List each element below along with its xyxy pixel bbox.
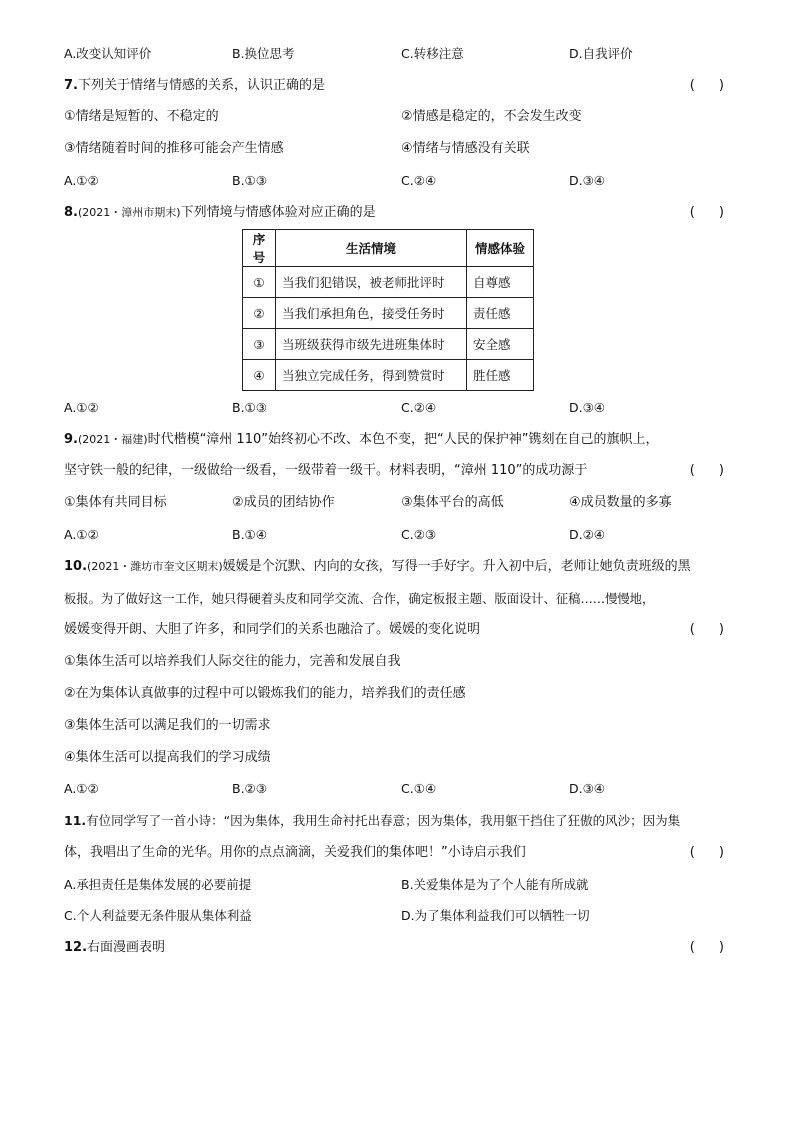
q11-options-row-2 [64,907,740,925]
q10-text-3: 媛媛变得开朗、大胆了许多，和同学们的关系也融洽了。媛媛的变化说明 [64,622,481,637]
q11-option-d: D.为了集体利益我们可以牺牲一切 [401,908,590,923]
q10-text-2: 板报。为了做好这一工作，她只得硬着头皮和同学交流、合作，确定板报主题、版面设计、征稿……慢慢地， [64,592,655,606]
q10-statement-3: ③集体生活可以满足我们的一切需求 [64,718,271,733]
q9-source: (2021・福建) [77,433,148,446]
table-cell-feeling: 安全感 [467,329,534,360]
q9-statement-2: ②成员的团结协作 [232,495,335,510]
q9-line-1 [64,431,740,449]
q10-line-1 [64,558,740,576]
table-header-number: 序号 [243,230,276,267]
q10-line-2 [64,590,740,608]
table-row [243,360,534,391]
table-cell-situation: 当我们犯错误，被老师批评时 [276,267,467,298]
q7-options [64,172,740,190]
q11-option-a: A.承担责任是集体发展的必要前提 [64,877,252,892]
q9-answer-paren: ( ) [689,463,734,478]
q9-line-2 [64,462,740,480]
q7-answer-paren: ( ) [689,78,734,93]
q8-option-c: C.②④ [401,400,437,415]
q6-option-b: B.换位思考 [232,46,295,61]
q7-option-d: D.③④ [569,173,606,188]
q10-statement-row-3 [64,717,740,735]
q10-line-3 [64,621,740,639]
table-row [243,298,534,329]
table-cell-number: ① [243,267,276,298]
q8-answer-paren: ( ) [689,205,734,220]
q6-option-c: C.转移注意 [401,46,464,61]
q7-stem-line [64,77,740,95]
q11-number: 11. [64,813,87,828]
q9-statement-4: ④成员数量的多寡 [569,495,672,510]
q10-answer-paren: ( ) [689,622,734,637]
q8-source: (2021・漳州市期末) [77,206,181,219]
q7-statements-row-1 [64,108,740,126]
q6-option-a: A.改变认知评价 [64,46,152,61]
table-cell-feeling: 胜任感 [467,360,534,391]
q10-option-a: A.①② [64,781,99,796]
q9-statement-1: ①集体有共同目标 [64,495,167,510]
q8-option-b: B.①③ [232,400,267,415]
q10-statement-row-1 [64,653,740,671]
q7-statement-2: ②情感是稳定的，不会发生改变 [401,109,582,124]
table-header-row [243,230,534,267]
emotion-table [242,229,534,391]
q9-option-c: C.②③ [401,527,437,542]
q10-number: 10. [64,559,88,574]
q12-stem-line [64,939,740,957]
q10-options [64,780,740,798]
table-row [243,329,534,360]
q7-statements-row-2 [64,140,740,158]
q10-statement-2: ②在为集体认真做事的过程中可以锻炼我们的能力，培养我们的责任感 [64,686,466,701]
q9-option-d: D.②④ [569,527,606,542]
table-row [243,267,534,298]
q11-option-c: C.个人利益要无条件服从集体利益 [64,908,252,923]
q11-options-row-1 [64,876,740,894]
table-cell-feeling: 自尊感 [467,267,534,298]
q7-option-b: B.①③ [232,173,267,188]
q8-stem: 下列情境与情感体验对应正确的是 [180,205,376,220]
q12-answer-paren: ( ) [689,940,734,955]
q7-option-c: C.②④ [401,173,437,188]
q7-statement-3: ③情绪随着时间的推移可能会产生情感 [64,141,284,156]
q10-statement-1: ①集体生活可以培养我们人际交往的能力，完善和发展自我 [64,654,401,669]
table-cell-feeling: 责任感 [467,298,534,329]
q9-statements [64,494,740,512]
q9-statement-3: ③集体平台的高低 [401,495,504,510]
q9-options [64,526,740,544]
table-cell-situation: 当班级获得市级先进班集体时 [276,329,467,360]
q8-option-d: D.③④ [569,400,606,415]
q10-option-b: B.②③ [232,781,267,796]
q6-option-d: D.自我评价 [569,46,633,61]
table-cell-situation: 当独立完成任务，得到赞赏时 [276,360,467,391]
q8-number: 8. [64,205,78,220]
q10-option-d: D.③④ [569,781,606,796]
table-cell-number: ② [243,298,276,329]
q9-number: 9. [64,432,78,447]
q7-statement-4: ④情绪与情感没有关联 [401,141,530,156]
q8-options [64,399,740,417]
q8-option-a: A.①② [64,400,99,415]
table-header-situation: 生活情境 [276,230,467,267]
q7-statement-1: ①情绪是短暂的、不稳定的 [64,109,219,124]
q11-text-2: 体，我唱出了生命的光华。用你的点点滴滴，关爱我们的集体吧！”小诗启示我们 [64,845,526,860]
q12-number: 12. [64,940,88,955]
q8-stem-line [64,204,740,222]
q10-source: (2021・潍坊市奎文区期末) [87,560,223,573]
q7-option-a: A.①② [64,173,99,188]
q10-statement-row-2 [64,685,740,703]
q10-text-1: 媛媛是个沉默、内向的女孩，写得一手好字。升入初中后，老师让她负责班级的黑 [222,559,691,574]
q9-option-a: A.①② [64,527,99,542]
table-cell-situation: 当我们承担角色，接受任务时 [276,298,467,329]
table-cell-number: ④ [243,360,276,391]
table-cell-number: ③ [243,329,276,360]
q7-number: 7. [64,78,78,93]
q11-line-1 [64,812,740,830]
q10-statement-4: ④集体生活可以提高我们的学习成绩 [64,750,271,765]
q10-statement-row-4 [64,749,740,767]
q11-answer-paren: ( ) [689,845,734,860]
q7-stem: 下列关于情绪与情感的关系，认识正确的是 [77,78,325,93]
table-header-feeling: 情感体验 [467,230,534,267]
q10-option-c: C.①④ [401,781,437,796]
q9-text-1: 时代楷模“漳州 110”始终初心不改、本色不变，把“人民的保护神”镌刻在自己的旗帜上， [147,432,659,447]
q12-stem: 右面漫画表明 [87,940,166,955]
q6-options [64,45,740,63]
q11-option-b: B.关爱集体是为了个人能有所成就 [401,877,589,892]
q9-option-b: B.①④ [232,527,267,542]
q11-line-2 [64,844,740,862]
q11-text-1: 有位同学写了一首小诗：“因为集体，我用生命衬托出春意；因为集体，我用躯干挡住了狂傲的风沙；因为集 [86,813,681,828]
q9-text-2: 坚守铁一般的纪律，一级做给一级看，一级带着一级干。材料表明，“漳州 110”的成功源于 [64,463,588,478]
